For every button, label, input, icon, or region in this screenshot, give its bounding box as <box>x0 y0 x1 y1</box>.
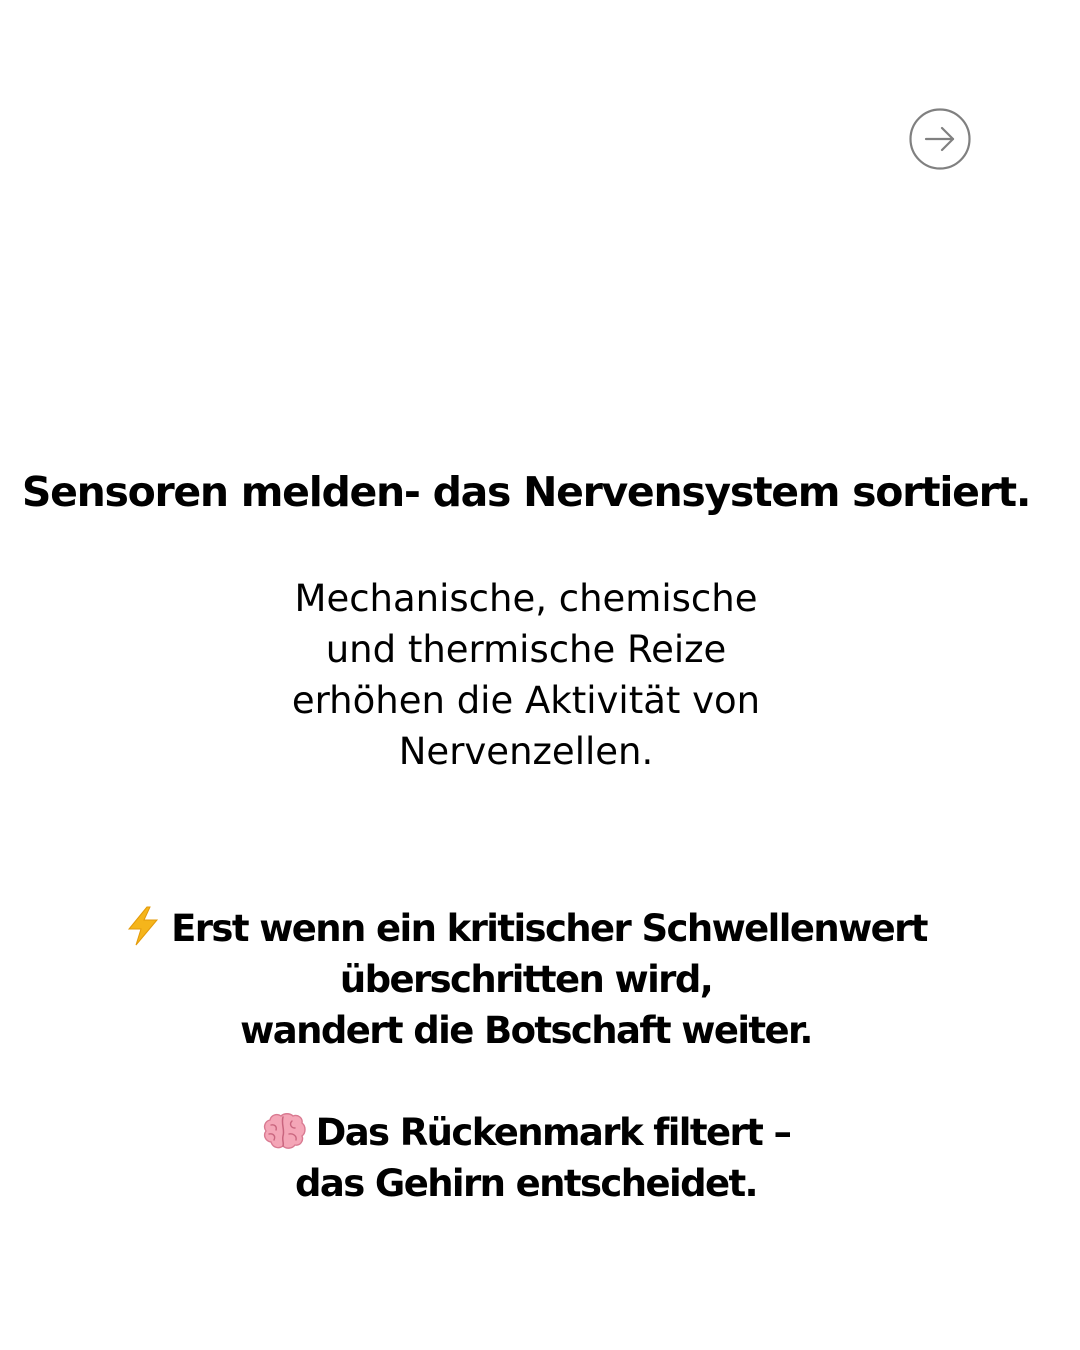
arrow-right-circle-icon <box>909 108 971 170</box>
body-line: Mechanische, chemische <box>294 577 758 620</box>
next-button[interactable] <box>909 108 971 170</box>
callout-line: Erst wenn ein kritischer Schwellenwert <box>171 907 927 950</box>
threshold-callout <box>0 903 1052 1056</box>
body-line: Nervenzellen. <box>398 730 654 773</box>
callout-line: das Gehirn entscheidet. <box>294 1162 758 1205</box>
brain-callout <box>0 1107 1052 1209</box>
body-text <box>0 573 1052 777</box>
brain-icon <box>262 1112 306 1150</box>
headline: Sensoren melden- das Nervensystem sortiert. <box>21 468 1031 516</box>
callout-line: Das Rückenmark filtert – <box>315 1111 791 1154</box>
body-line: erhöhen die Aktivität von <box>291 679 761 722</box>
body-line: und thermische Reize <box>325 628 727 671</box>
callout-line: wandert die Botschaft weiter. <box>240 1009 812 1052</box>
callout-line: überschritten wird, <box>339 958 713 1001</box>
lightning-bolt-icon <box>125 906 161 946</box>
